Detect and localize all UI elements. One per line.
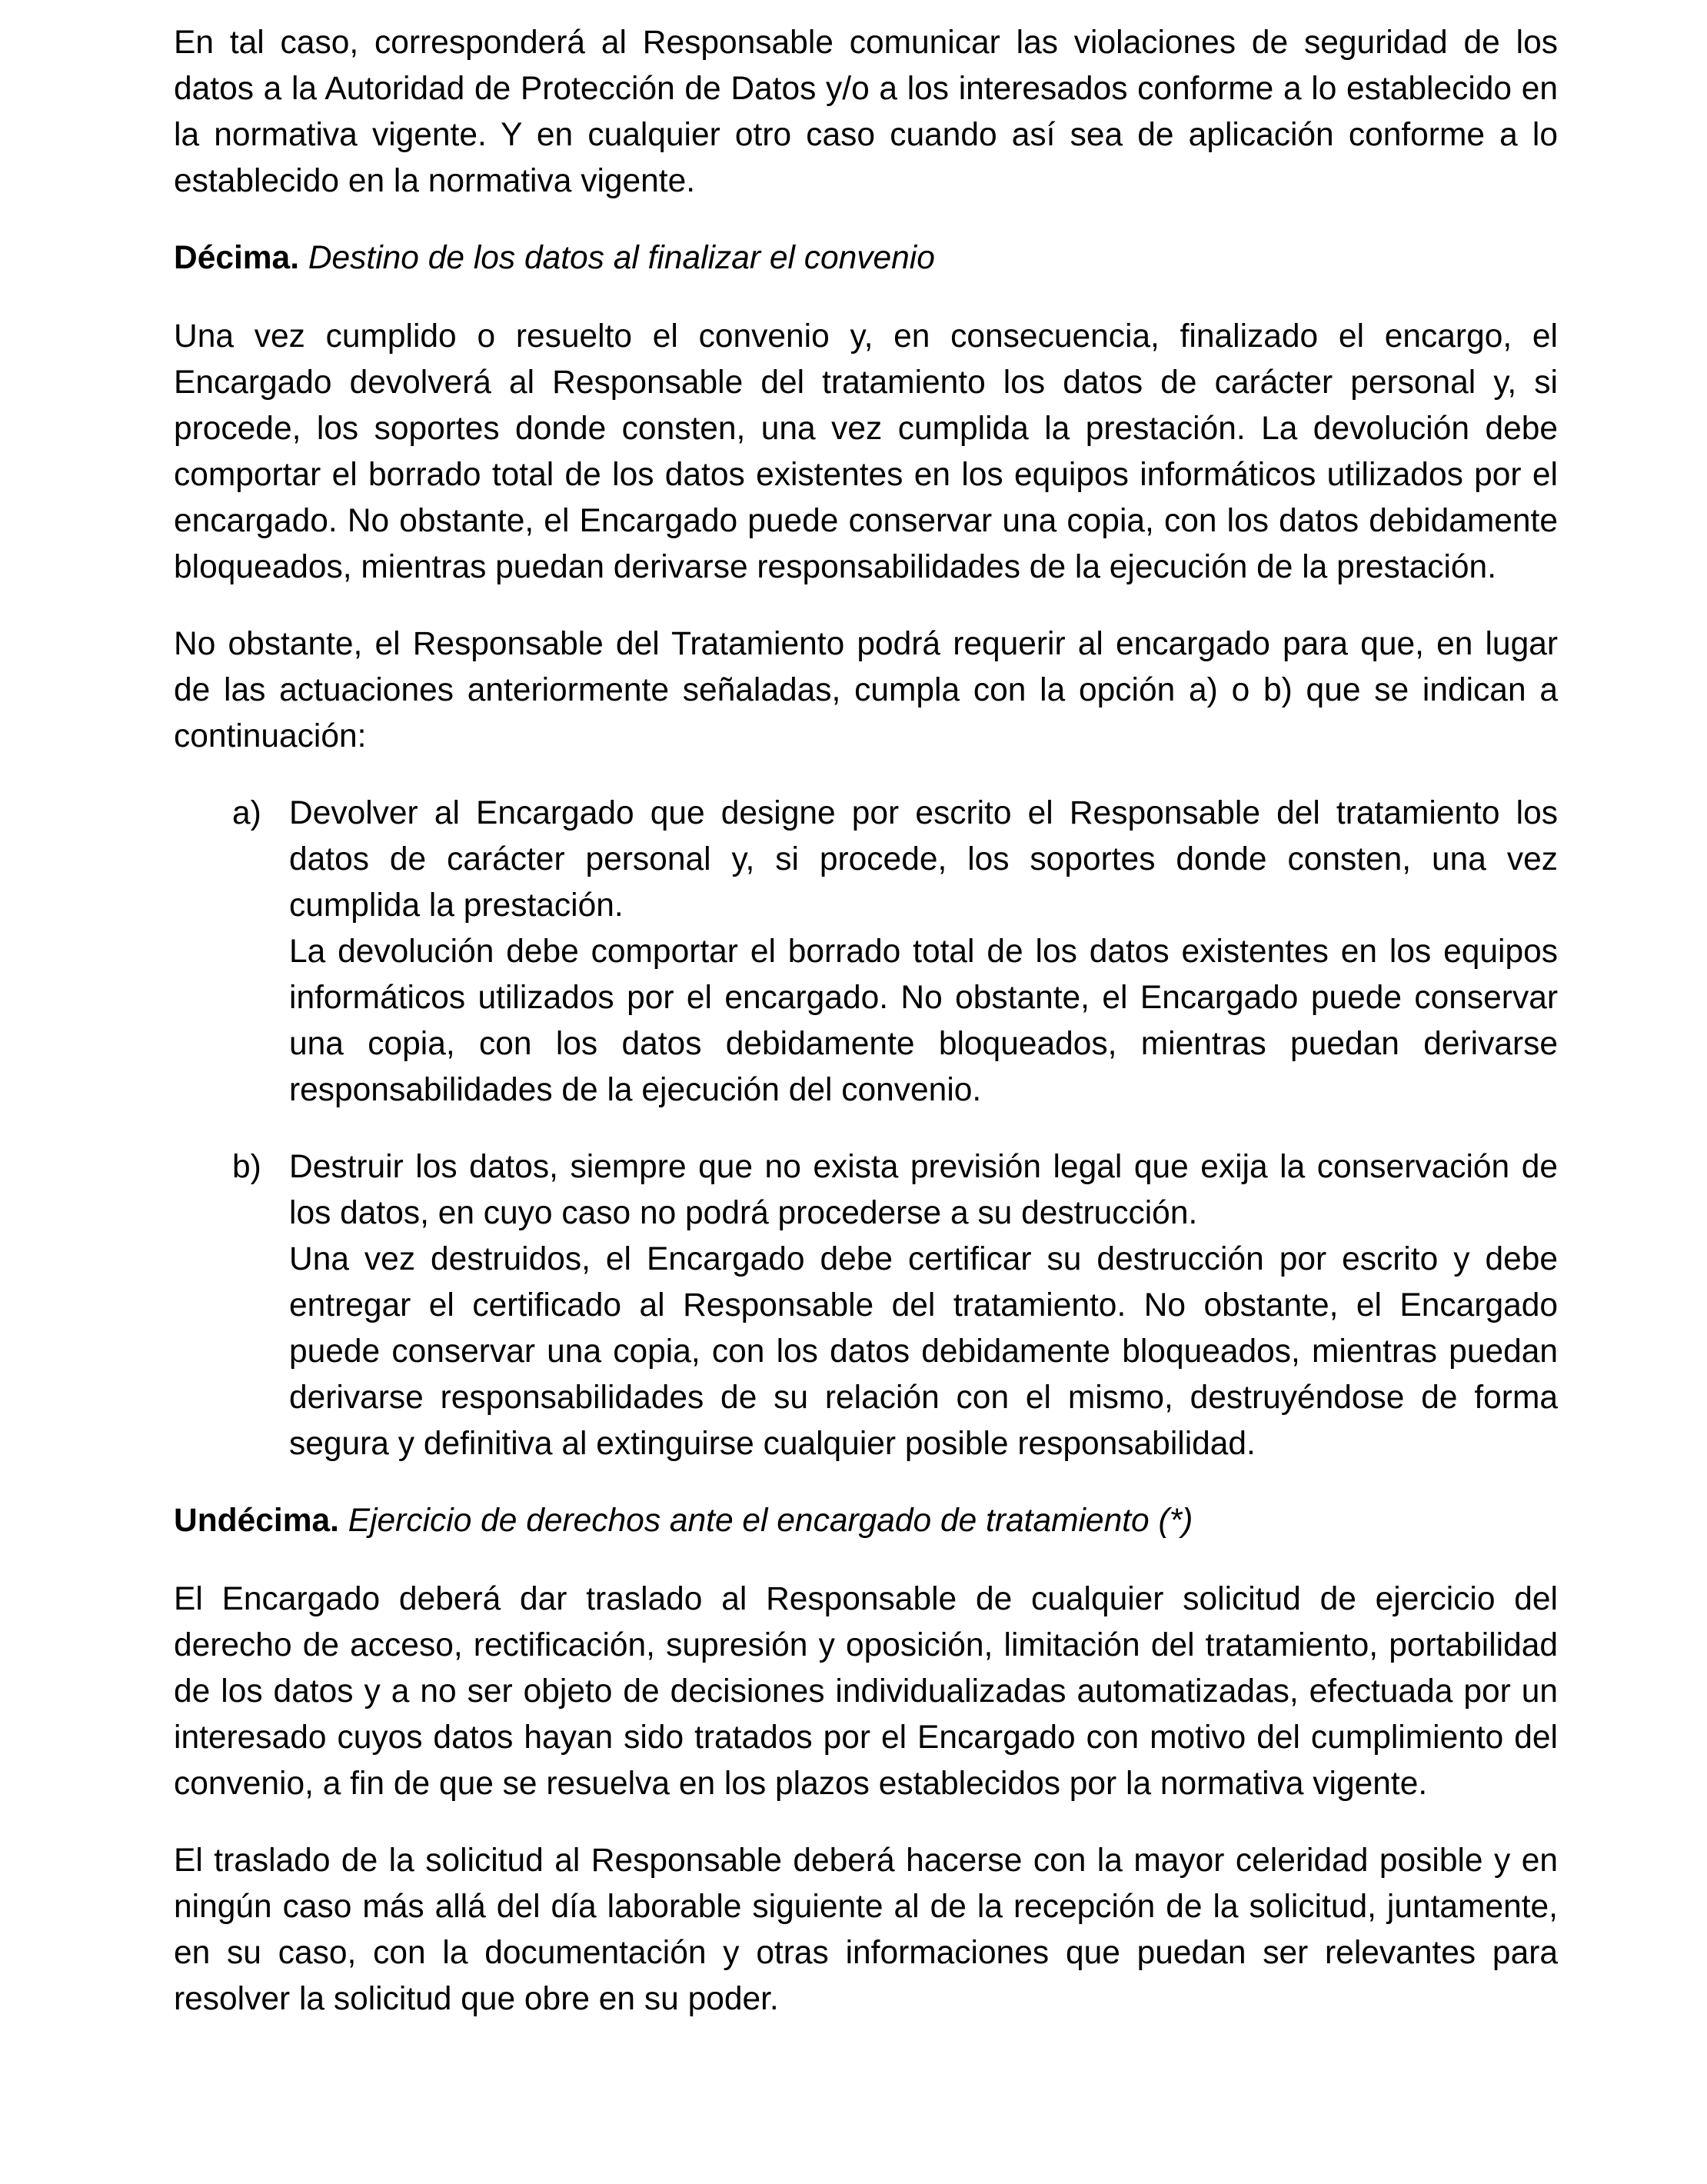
clause-decima bbox=[174, 235, 1558, 1467]
clause-undecima bbox=[174, 1498, 1558, 2023]
option-text: Destruir los datos, siempre que no exista previsión legal que exija la conservación de los datos, en cuyo caso no podrá procederse a su destrucción. bbox=[289, 1149, 1558, 1231]
clause-number: Décima. bbox=[174, 240, 300, 276]
list-marker: a) bbox=[232, 795, 261, 831]
option-text: Devolver al Encargado que designe por escrito el Responsable del tratamiento los datos de carácter personal y, si procede, los soportes donde consten, una vez cumplida la prestación. bbox=[289, 795, 1558, 924]
intro-paragraph: En tal caso, corresponderá al Responsable comunicar las violaciones de seguridad de los datos a la Autoridad de Protección de Datos y/o a los interesados conforme a lo establecido en la normativa vigente. Y en cualquier otro caso cuando así sea de aplicación conforme a lo establecido en la normativa vigente. bbox=[174, 25, 1558, 199]
clause-title: Destino de los datos al finalizar el convenio bbox=[308, 240, 935, 276]
clause-number: Undécima. bbox=[174, 1503, 339, 1539]
option-text: Una vez destruidos, el Encargado debe certificar su destrucción por escrito y debe entregar el certificado al Responsable del tratamiento. No obstante, el Encargado puede conservar una copia, con los datos debidamente bloqueados, mientras puedan derivarse responsabilidades de su relación con el mismo, destruyéndose de forma segura y definitiva al extinguirse cualquier posible responsabilidad. bbox=[289, 1241, 1558, 1462]
document-page bbox=[174, 20, 1558, 2023]
body-paragraph: El traslado de la solicitud al Responsable deberá hacerse con la mayor celeridad posible y en ningún caso más allá del día laborable siguiente al de la recepción de la solicitud, juntamente, en su caso, con la documentación y otras informaciones que puedan ser relevantes para resolver la solicitud que obre en su poder. bbox=[174, 1843, 1558, 2017]
list-item-option-a bbox=[174, 791, 1558, 1114]
body-paragraph: No obstante, el Responsable del Tratamiento podrá requerir al encargado para que, en lugar de las actuaciones anteriormente señaladas, cumpla con la opción a) o b) que se indican a continuación: bbox=[174, 626, 1558, 754]
list-marker: b) bbox=[232, 1149, 261, 1185]
body-paragraph: El Encargado deberá dar traslado al Responsable de cualquier solicitud de ejercicio del derecho de acceso, rectificación, supresión y oposición, limitación del tratamiento, portabilidad de los datos y a no ser objeto de decisiones individualizadas automatizadas, efectuada por un interesado cuyos datos hayan sido tratados por el Encargado con motivo del cumplimiento del convenio, a fin de que se resuelva en los plazos establecidos por la normativa vigente. bbox=[174, 1581, 1558, 1802]
clause-heading bbox=[174, 1498, 1558, 1544]
list-item-option-b bbox=[174, 1144, 1558, 1467]
clause-title: Ejercicio de derechos ante el encargado de tratamiento (*) bbox=[348, 1503, 1193, 1539]
clause-heading bbox=[174, 235, 1558, 281]
options-list bbox=[174, 791, 1558, 1467]
option-text: La devolución debe comportar el borrado total de los datos existentes en los equipos informáticos utilizados por el encargado. No obstante, el Encargado puede conservar una copia, con los datos debidamente bloqueados, mientras puedan derivarse responsabilidades de la ejecución del convenio. bbox=[289, 934, 1558, 1108]
body-paragraph: Una vez cumplido o resuelto el convenio y, en consecuencia, finalizado el encargo, el Encargado devolverá al Responsable del tratamiento los datos de carácter personal y, si procede, los soportes donde consten, una vez cumplida la prestación. La devolución debe comportar el borrado total de los datos existentes en los equipos informáticos utilizados por el encargado. No obstante, el Encargado puede conservar una copia, con los datos debidamente bloqueados, mientras puedan derivarse responsabilidades de la ejecución de la prestación. bbox=[174, 318, 1558, 585]
